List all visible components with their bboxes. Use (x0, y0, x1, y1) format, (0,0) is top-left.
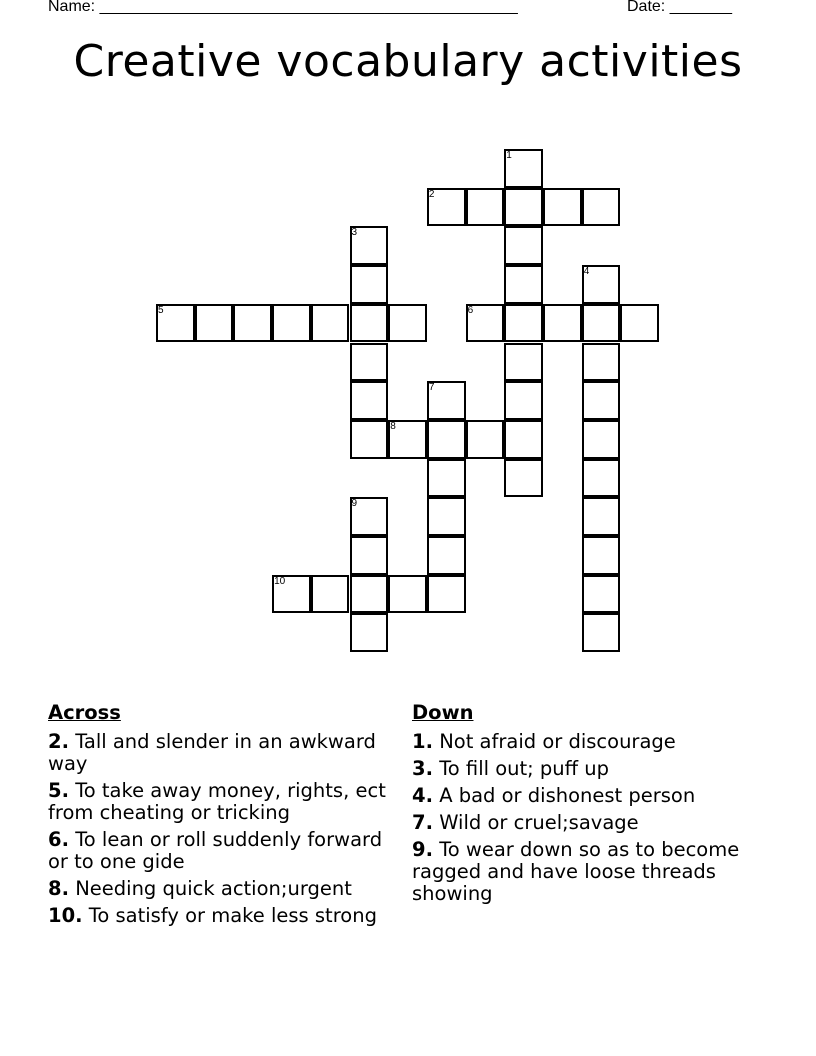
grid-cell[interactable] (311, 304, 350, 343)
clue-text: Needing quick action;urgent (75, 877, 352, 900)
grid-cell[interactable] (582, 343, 621, 382)
clue-number: 8. (48, 877, 69, 900)
clue-number-label: 10 (274, 575, 286, 587)
grid-cell[interactable] (504, 459, 543, 498)
grid-cell[interactable] (504, 420, 543, 459)
across-heading: Across (48, 701, 121, 724)
grid-cell[interactable] (272, 304, 311, 343)
grid-cell[interactable] (582, 575, 621, 614)
clue-number: 7. (412, 811, 433, 834)
clue-number-label: 8 (390, 420, 396, 432)
grid-cell[interactable] (582, 459, 621, 498)
grid-cell[interactable] (427, 497, 466, 536)
clue-number: 3. (412, 757, 433, 780)
clue-text: To satisfy or make less strong (88, 904, 377, 927)
grid-cell[interactable] (427, 575, 466, 614)
grid-cell[interactable] (543, 188, 582, 227)
clue-number-label: 7 (428, 382, 435, 394)
clue-number: 9. (412, 838, 433, 861)
clue-text: To wear down so as to become ragged and have loose threads showing (412, 838, 740, 905)
grid-cell[interactable] (388, 575, 427, 614)
clue-number-label: 1 (506, 150, 512, 161)
grid-cell[interactable] (427, 420, 466, 459)
grid-cell[interactable] (504, 226, 543, 265)
grid-cell[interactable] (350, 613, 389, 652)
clue-number: 1. (412, 730, 433, 753)
grid-cell[interactable] (350, 420, 389, 459)
clue-number-label: 6 (467, 304, 474, 316)
clue-number-label: 9 (351, 498, 358, 510)
clue-text: A bad or dishonest person (439, 784, 696, 807)
clue-text: To take away money, rights, ect from cheating or tricking (48, 779, 386, 824)
down-clues (412, 702, 772, 910)
grid-cell[interactable] (504, 265, 543, 304)
clue-text: To lean or roll suddenly forward or to one gide (48, 828, 383, 873)
grid-cell[interactable] (233, 304, 272, 343)
grid-cell[interactable] (620, 304, 659, 343)
clue-text: Not afraid or discourage (439, 730, 676, 753)
clue-across-5 (48, 780, 393, 824)
date-field[interactable]: Date: _______ (627, 0, 732, 15)
clue-number-label: 4 (583, 266, 590, 278)
grid-cell[interactable] (427, 536, 466, 575)
grid-cell[interactable] (350, 343, 389, 382)
clue-down-3 (412, 758, 772, 780)
grid-cell[interactable] (350, 381, 389, 420)
clue-text: Wild or cruel;savage (439, 811, 639, 834)
grid-cell[interactable] (582, 188, 621, 227)
grid-cell[interactable] (504, 343, 543, 382)
grid-cell[interactable] (350, 536, 389, 575)
grid-cell[interactable] (504, 188, 543, 227)
page-title: Creative vocabulary activities (73, 36, 743, 87)
grid-cell[interactable] (350, 575, 389, 614)
grid-cell[interactable] (466, 420, 505, 459)
clue-across-2 (48, 731, 393, 775)
grid-cell[interactable] (504, 304, 543, 343)
clue-number: 6. (48, 828, 69, 851)
clue-number: 5. (48, 779, 69, 802)
clue-number-label: 3 (351, 227, 358, 239)
across-clues (48, 702, 393, 932)
clue-number: 4. (412, 784, 433, 807)
grid-cell[interactable] (504, 381, 543, 420)
clue-across-10 (48, 905, 393, 927)
clue-down-7 (412, 812, 772, 834)
grid-cell[interactable] (582, 497, 621, 536)
grid-cell[interactable] (543, 304, 582, 343)
down-heading: Down (412, 701, 474, 724)
grid-cell[interactable] (195, 304, 234, 343)
grid-cell[interactable] (582, 420, 621, 459)
clue-down-4 (412, 785, 772, 807)
clue-down-1 (412, 731, 772, 753)
grid-cell[interactable] (582, 381, 621, 420)
clue-number-label: 2 (428, 188, 435, 200)
clue-number: 2. (48, 730, 69, 753)
clue-number: 10. (48, 904, 83, 927)
grid-cell[interactable] (582, 613, 621, 652)
name-field[interactable]: Name: _______________________________________________ (48, 0, 518, 15)
clue-across-8 (48, 878, 393, 900)
clue-number-label: 5 (158, 304, 164, 316)
grid-cell[interactable] (582, 304, 621, 343)
grid-cell[interactable] (311, 575, 350, 614)
grid-cell[interactable] (388, 304, 427, 343)
grid-cell[interactable] (350, 265, 389, 304)
grid-cell[interactable] (350, 304, 389, 343)
clue-down-9 (412, 839, 772, 905)
grid-cell[interactable] (582, 536, 621, 575)
grid-cell[interactable] (427, 459, 466, 498)
clue-text: To fill out; puff up (439, 757, 610, 780)
clue-text: Tall and slender in an awkward way (48, 730, 376, 775)
grid-cell[interactable] (466, 188, 505, 227)
clue-across-6 (48, 829, 393, 873)
